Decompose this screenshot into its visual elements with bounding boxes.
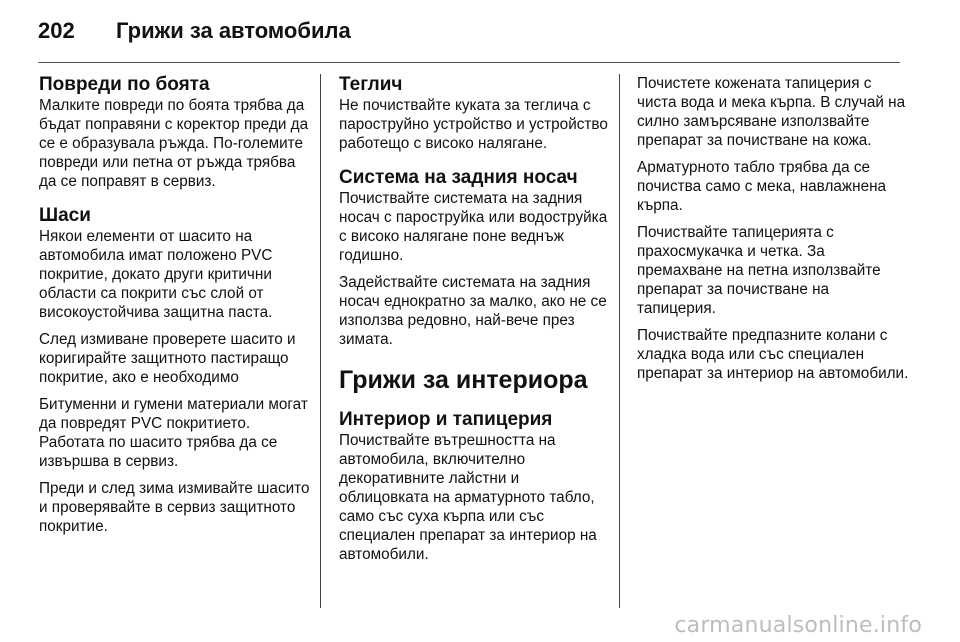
paragraph-upholstery: Почиствайте тапицерията с прахосмукачка и четка. За премахване на петна използвайте препарат за почистване на тапицерия. [637, 224, 881, 317]
paragraph-interior-upholstery: Почиствайте вътрешността на автомобила, включително декоративните лайстни и облицовката на арматурното табло, само със суха кърпа или със специален препарат за интериор на автомобили. [339, 432, 597, 563]
heading-chassis: Шаси [39, 205, 91, 226]
paragraph-dashboard: Арматурното табло трябва да се почиства само с мека, навлажнена кърпа. [637, 159, 887, 214]
paragraph-rear-carrier-1: Почиствайте системата на задния носач с пароструйка или водоструйка с високо налягане поне веднъж годишно. [339, 190, 608, 264]
heading-interior-upholstery: Интериор и тапицерия [339, 409, 553, 430]
page-header [38, 18, 351, 48]
heading-rear-carrier: Система на задния носач [339, 167, 578, 188]
column-divider-1 [320, 74, 321, 608]
paragraph-chassis-4: Преди и след зима измивайте шасито и проверявайте в сервиз защитното покритие. [39, 480, 310, 535]
section-title-interior-care: Грижи за интериора [339, 366, 588, 394]
heading-tow-hitch: Теглич [339, 74, 403, 95]
paragraph-chassis-3: Битуменни и гумени материали могат да повредят PVC покритието. Работата по шасито трябва да се извършва в сервиз. [39, 396, 308, 470]
column-divider-2 [619, 74, 620, 608]
watermark: carmanualsonline.info [674, 613, 922, 638]
column-middle [339, 74, 611, 572]
column-left [39, 74, 311, 544]
header-rule [38, 62, 900, 63]
paragraph-paint-damage: Малките повреди по боята трябва да бъдат поправяни с коректор преди да се е образувала ръжда. По-големите повреди или петна от ръжда трябва да се поправят в сервиз. [39, 97, 309, 190]
paragraph-chassis-2: След измиване проверете шасито и коригирайте защитното пастиращо покритие, ако е необходимо [39, 331, 296, 386]
paragraph-seat-belts: Почиствайте предпазните колани с хладка вода или със специален препарат за интериор на автомобили. [637, 327, 909, 382]
paragraph-rear-carrier-2: Задействайте системата на задния носач еднократно за малко, ако не се използва редовно, най-вече през зимата. [339, 274, 607, 348]
column-right [637, 74, 909, 391]
paragraph-tow-hitch: Не почиствайте куката за теглича с пароструйно устройство и устройство работещо с високо налягане. [339, 97, 608, 152]
page-number: 202 [38, 18, 75, 43]
paragraph-chassis-1: Някои елементи от шасито на автомобила имат положено PVC покритие, докато други критични области са покрити със слой от високоустойчива защитна паста. [39, 228, 273, 321]
heading-paint-damage: Повреди по боята [39, 74, 210, 95]
chapter-title: Грижи за автомобила [116, 18, 351, 43]
paragraph-leather: Почистете кожената тапицерия с чиста вода и мека кърпа. В случай на силно замърсяване използвайте препарат за почистване на кожа. [637, 75, 906, 149]
